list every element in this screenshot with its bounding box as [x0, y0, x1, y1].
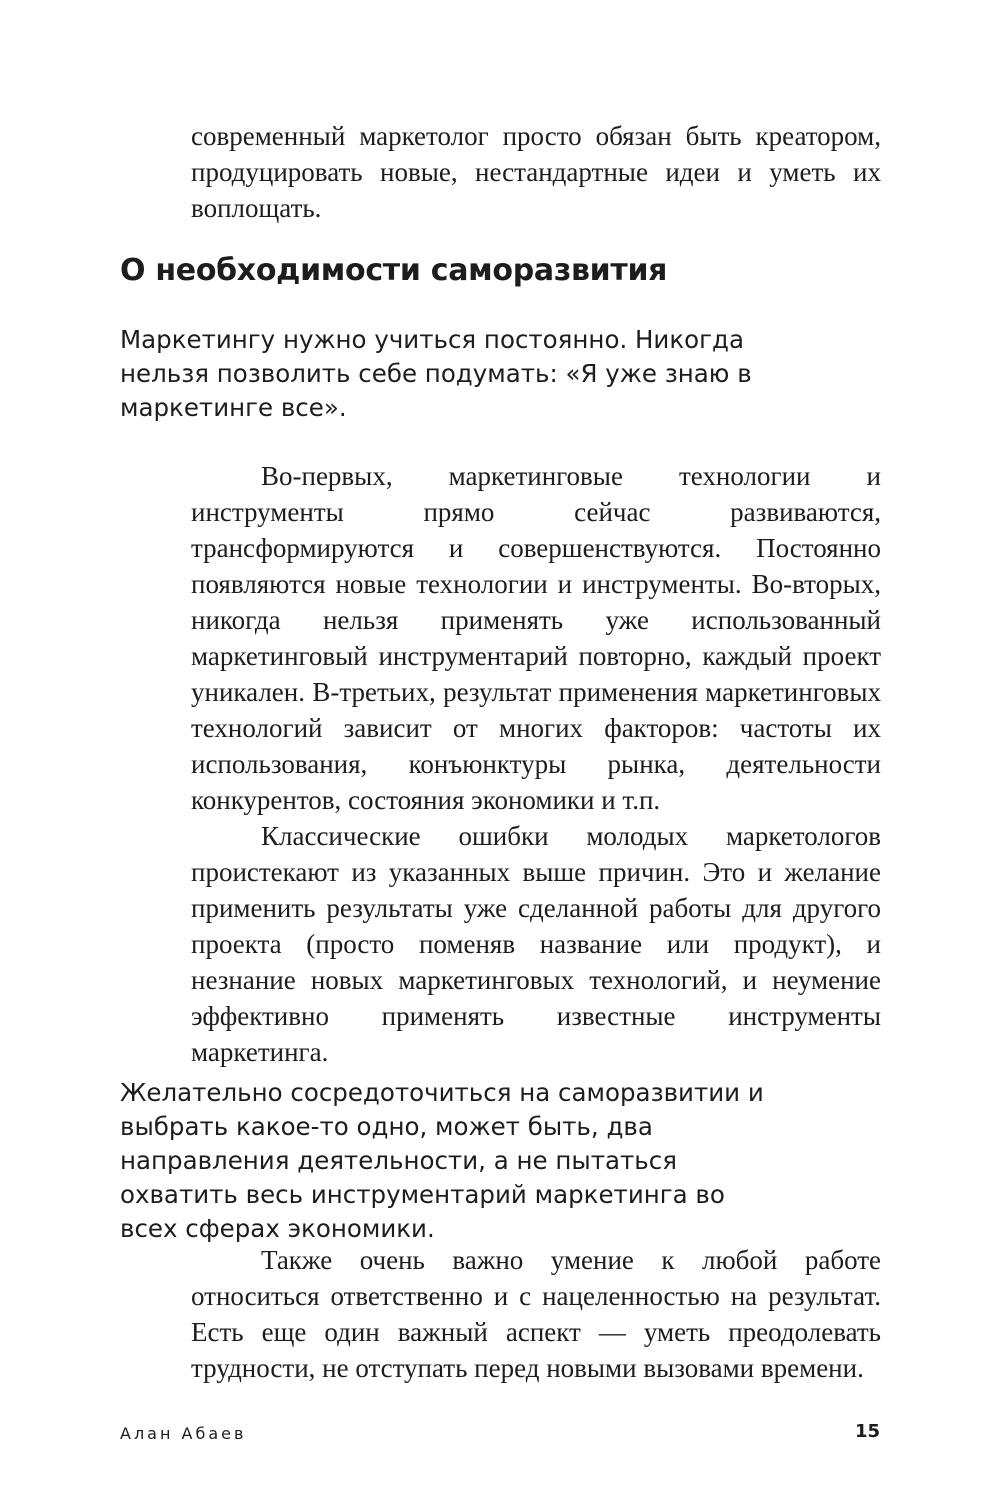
body-paragraph: Во-первых, маркетинговые технологии и инструменты прямо сейчас развиваются, трансформируются и совершенствуются. Постоянно появляются новые технологии и инструменты. Во-вторых, никогда нельзя применять уже использованный маркетинговый инструментарий повторно, каждый проект уникален. В-третьих, результат применения маркетинговых технологий зависит от многих факторов: частоты их использования, конъюнктуры рынка, деятельности конкурентов, состояния экономики и т.п. — [191, 461, 881, 815]
body-text-block-1 — [191, 458, 881, 1070]
section-heading: О необходимости саморазвития — [120, 253, 668, 288]
continued-paragraph: современный маркетолог просто обязан быть креатором, продуцировать новые, нестандартные идеи и уметь их воплощать. — [191, 121, 881, 223]
body-paragraph: Классические ошибки молодых маркетологов проистекают из указанных выше причин. Это и желание применить результаты уже сделанной работы для другого проекта (просто поменяв название или продукт), и незнание новых маркетинговых технологий, и неумение эффективно применять известные инструменты маркетинга. — [191, 821, 881, 1067]
footer-author: Алан Абаев — [120, 1424, 247, 1443]
lead-paragraph: Маркетингу нужно учиться постоянно. Никогда нельзя позволить себе подумать: «Я уже знаю в маркетинге все». — [120, 325, 752, 422]
body-paragraph: Также очень важно умение к любой работе относиться ответственно и с нацеленностью на результат. Есть еще один важный аспект — уметь преодолевать трудности, не отступать перед новыми вызовами времени. — [191, 1245, 881, 1383]
page-number: 15 — [854, 1421, 880, 1442]
body-text-block-2 — [191, 1242, 881, 1386]
highlight-paragraph: Желательно сосредоточиться на саморазвитии и выбрать какое-то одно, может быть, два направления деятельности, а не пытаться охватить весь инструментарий маркетинга во всех сферах экономики. — [120, 1078, 764, 1243]
